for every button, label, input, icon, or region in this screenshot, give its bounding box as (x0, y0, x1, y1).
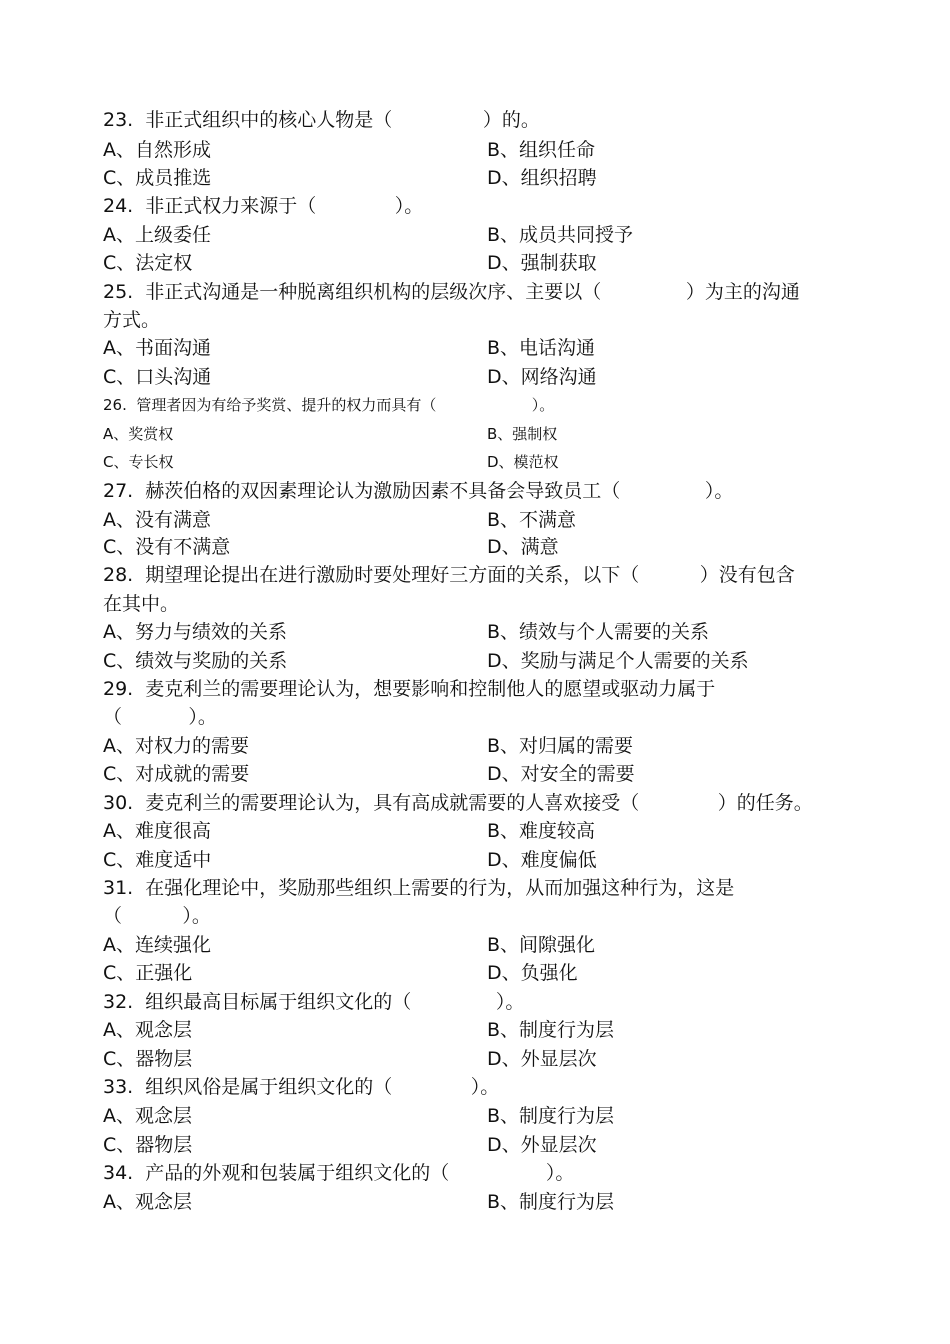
question-29-option-a: A、对权力的需要 (103, 735, 249, 757)
question-32-option-c: C、器物层 (103, 1048, 193, 1070)
question-23-stem: 23. 非正式组织中的核心人物是（ ）的。 (103, 109, 540, 131)
question-33-option-b: B、制度行为层 (487, 1105, 615, 1127)
question-25-option-b: B、电话沟通 (487, 337, 596, 359)
question-32-option-a: A、观念层 (103, 1019, 192, 1041)
question-27-option-a: A、没有满意 (103, 509, 211, 531)
question-31-option-b: B、间隙强化 (487, 934, 596, 956)
question-25-option-c: C、口头沟通 (103, 366, 212, 388)
question-31-option-a: A、连续强化 (103, 934, 211, 956)
question-27-option-c: C、没有不满意 (103, 536, 231, 558)
question-29-stem-continued: （ ）。 (103, 706, 217, 728)
question-29-stem: 29. 麦克利兰的需要理论认为，想要影响和控制他人的愿望或驱动力属于 (103, 678, 716, 700)
question-28-option-d: D、奖励与满足个人需要的关系 (487, 650, 749, 672)
question-31-option-c: C、正强化 (103, 962, 193, 984)
question-29-option-d: D、对安全的需要 (487, 763, 635, 785)
question-30-option-c: C、难度适中 (103, 849, 212, 871)
question-31-option-d: D、负强化 (487, 962, 578, 984)
question-23-option-a: A、自然形成 (103, 139, 211, 161)
question-24-stem: 24. 非正式权力来源于（ ）。 (103, 195, 424, 217)
question-24-option-d: D、强制获取 (487, 252, 597, 274)
question-33-option-d: D、外显层次 (487, 1134, 597, 1156)
question-31-stem-continued: （ ）。 (103, 905, 211, 927)
question-33-stem: 33. 组织风俗是属于组织文化的（ ）。 (103, 1076, 500, 1098)
question-34-stem: 34. 产品的外观和包装属于组织文化的（ ）。 (103, 1162, 575, 1184)
question-24-option-b: B、成员共同授予 (487, 224, 634, 246)
question-24-option-a: A、上级委任 (103, 224, 211, 246)
question-30-option-a: A、难度很高 (103, 820, 211, 842)
question-26-option-c: C、专长权 (103, 453, 174, 471)
question-29-option-b: B、对归属的需要 (487, 735, 634, 757)
question-25-stem-continued: 方式。 (103, 309, 161, 331)
question-34-option-b: B、制度行为层 (487, 1191, 615, 1213)
question-25-option-d: D、网络沟通 (487, 366, 597, 388)
question-27-option-b: B、不满意 (487, 509, 577, 531)
question-28-option-c: C、绩效与奖励的关系 (103, 650, 288, 672)
question-32-stem: 32. 组织最高目标属于组织文化的（ ）。 (103, 991, 525, 1013)
question-33-option-c: C、器物层 (103, 1134, 193, 1156)
question-30-option-d: D、难度偏低 (487, 849, 597, 871)
question-23-option-c: C、成员推选 (103, 167, 212, 189)
question-34-option-a: A、观念层 (103, 1191, 192, 1213)
question-32-option-b: B、制度行为层 (487, 1019, 615, 1041)
question-27-stem: 27. 赫茨伯格的双因素理论认为激励因素不具备会导致员工（ ）。 (103, 480, 734, 502)
question-27-option-d: D、满意 (487, 536, 559, 558)
question-33-option-a: A、观念层 (103, 1105, 192, 1127)
question-26-option-b: B、强制权 (487, 425, 558, 443)
question-30-option-b: B、难度较高 (487, 820, 596, 842)
question-23-option-d: D、组织招聘 (487, 167, 597, 189)
question-30-stem: 30. 麦克利兰的需要理论认为，具有高成就需要的人喜欢接受（ ）的任务。 (103, 792, 813, 814)
question-24-option-c: C、法定权 (103, 252, 193, 274)
question-28-option-b: B、绩效与个人需要的关系 (487, 621, 710, 643)
question-28-stem: 28. 期望理论提出在进行激励时要处理好三方面的关系，以下（ ）没有包含 (103, 564, 795, 586)
question-32-option-d: D、外显层次 (487, 1048, 597, 1070)
question-28-option-a: A、努力与绩效的关系 (103, 621, 287, 643)
question-25-stem: 25. 非正式沟通是一种脱离组织机构的层级次序、主要以（ ）为主的沟通 (103, 281, 800, 303)
question-26-option-d: D、模范权 (487, 453, 559, 471)
question-28-stem-continued: 在其中。 (103, 593, 180, 615)
question-31-stem: 31. 在强化理论中，奖励那些组织上需要的行为，从而加强这种行为，这是 (103, 877, 735, 899)
question-23-option-b: B、组织任命 (487, 139, 596, 161)
question-26-option-a: A、奖赏权 (103, 425, 174, 443)
question-26-stem: 26. 管理者因为有给予奖赏、提升的权力而具有（ ）。 (103, 396, 555, 414)
question-29-option-c: C、对成就的需要 (103, 763, 250, 785)
question-25-option-a: A、书面沟通 (103, 337, 211, 359)
